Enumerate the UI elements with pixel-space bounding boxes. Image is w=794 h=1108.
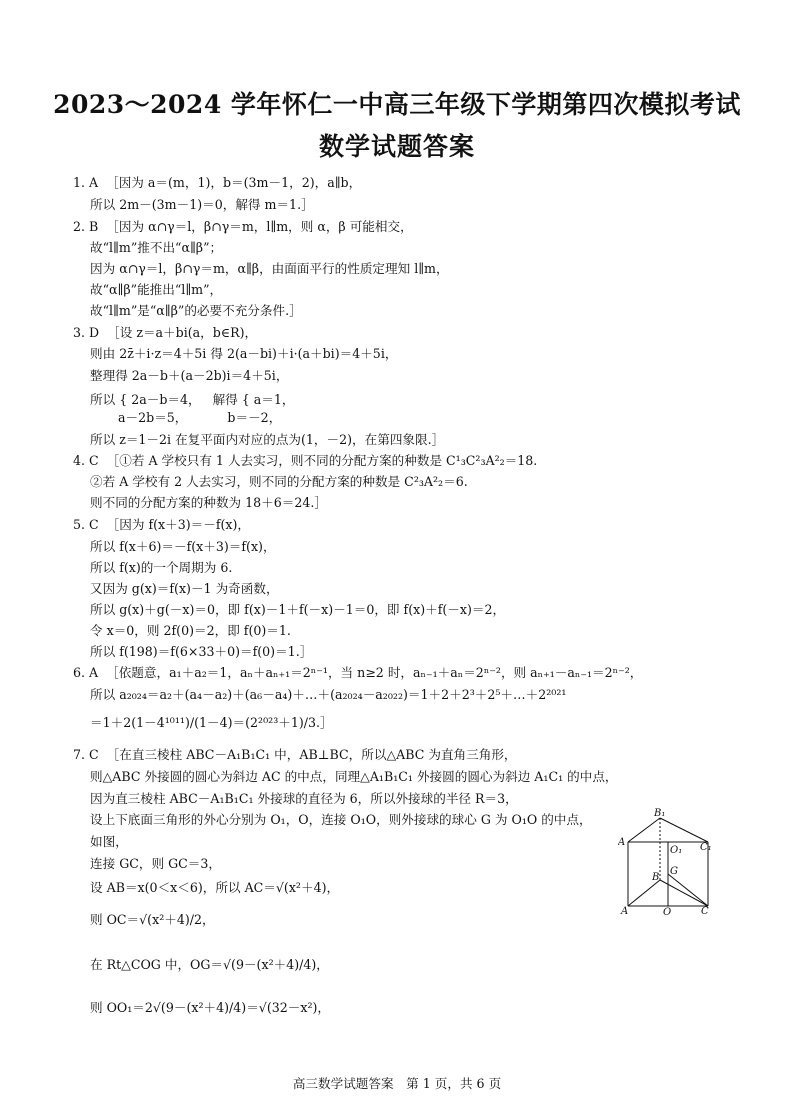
exam-subtitle: 数学试题答案: [318, 132, 475, 161]
answer-line: 在 Rt△COG 中，OG＝√(9－(x²＋4)/4)，: [90, 957, 329, 972]
label-B: B: [652, 872, 660, 883]
label-A: A: [621, 906, 629, 917]
answer-line: 2. B ［因为 α∩γ＝l，β∩γ＝m，l∥m，则 α，β 可能相交，: [73, 219, 413, 234]
label-O: O: [663, 907, 672, 918]
answer-line: 故“l∥m”是“α∥β”的必要不充分条件.］: [90, 303, 302, 318]
exam-title: 2023～2024 学年怀仁一中高三年级下学期第四次模拟考试: [53, 90, 741, 119]
answer-line: 故“α∥β”能推出“l∥m”，: [90, 282, 223, 297]
answer-line: a－2b＝5， b＝－2，: [90, 410, 282, 425]
answer-line: 所以 2m－(3m－1)＝0，解得 m＝1.］: [90, 197, 314, 212]
answer-line: 3. D ［设 z＝a＋bi(a，b∈R)，: [73, 325, 258, 340]
answer-line: 所以 { 2a－b＝4， 解得 { a＝1，: [90, 392, 295, 407]
answer-line: 1. A ［因为 a＝(m，1)，b＝(3m－1，2)，a∥b，: [73, 175, 362, 190]
page-footer: 高三数学试题答案 第 1 页，共 6 页: [292, 1076, 502, 1091]
answer-line: 如图，: [90, 834, 128, 849]
answer-line: 因为 α∩γ＝l，β∩γ＝m，α∥β，由面面平行的性质定理知 l∥m，: [90, 261, 449, 276]
answer-line: 5. C ［因为 f(x＋3)＝－f(x)，: [73, 517, 251, 532]
answer-line: 则 OC＝√(x²＋4)/2，: [90, 912, 215, 927]
answer-line: 所以 f(x)的一个周期为 6.: [90, 560, 233, 575]
answer-line: 整理得 2a－b＋(a－2b)i＝4＋5i，: [90, 368, 289, 383]
label-A1: A: [618, 837, 626, 848]
answer-line: ②若 A 学校有 2 人去实习，则不同的分配方案的种数是 C²₃A²₂＝6.: [90, 474, 468, 489]
prism-figure: [618, 808, 718, 920]
answer-line: 又因为 g(x)＝f(x)－1 为奇函数，: [90, 581, 279, 596]
answer-line: ＝1＋2(1－4¹⁰¹¹)/(1－4)＝(2²⁰²³＋1)/3.］: [90, 715, 333, 730]
label-O1: O₁: [670, 845, 683, 856]
answer-line: 所以 g(x)＋g(－x)＝0，即 f(x)－1＋f(－x)－1＝0，即 f(x)＋f(－x)＝2，: [90, 602, 506, 617]
answer-line: 令 x＝0，则 2f(0)＝2，即 f(0)＝1.: [90, 623, 291, 638]
answer-line: 所以 f(x＋6)＝－f(x＋3)＝f(x)，: [90, 539, 276, 554]
answer-line: 故“l∥m”推不出“α∥β”；: [90, 240, 223, 255]
answer-line: 连接 GC，则 GC＝3，: [90, 856, 221, 871]
label-C: C: [701, 906, 709, 917]
answer-line: 则△ABC 外接圆的圆心为斜边 AC 的中点，同理△A₁B₁C₁ 外接圆的圆心为斜边 A₁C₁ 的中点，: [90, 769, 618, 784]
answer-line: 则不同的分配方案的种数为 18＋6＝24.］: [90, 495, 327, 510]
answer-line: 则 OO₁＝2√(9－(x²＋4)/4)＝√(32－x²)，: [90, 1000, 331, 1015]
answer-line: 所以 z＝1－2i 在复平面内对应的点为(1，－2)，在第四象限.］: [90, 432, 445, 447]
answer-line: 4. C ［①若 A 学校只有 1 人去实习，则不同的分配方案的种数是 C¹₃C²₃A²₂＝18.: [73, 453, 538, 468]
answer-line: 7. C ［在直三棱柱 ABC－A₁B₁C₁ 中，AB⊥BC，所以△ABC 为直角三角形，: [73, 747, 517, 762]
answer-line: 因为直三棱柱 ABC－A₁B₁C₁ 外接球的直径为 6，所以外接球的半径 R＝3，: [90, 791, 518, 806]
label-B1: B₁: [654, 808, 666, 819]
answer-line: 设 AB＝x(0＜x＜6)，所以 AC＝√(x²＋4)，: [90, 880, 340, 895]
answer-line: 所以 f(198)＝f(6×33＋0)＝f(0)＝1.］: [90, 644, 313, 659]
answer-line: 6. A ［依题意，a₁＋a₂＝1，aₙ＋aₙ₊₁＝2ⁿ⁻¹，当 n≥2 时，aₙ₋₁＋aₙ＝2ⁿ⁻²，则 aₙ₊₁－aₙ₋₁＝2ⁿ⁻²，: [73, 665, 643, 680]
answer-line: 所以 a₂₀₂₄＝a₂＋(a₄－a₂)＋(a₆－a₄)＋…＋(a₂₀₂₄－a₂₀₂₂)＝1＋2＋2³＋2⁵＋…＋2²⁰²¹: [90, 687, 567, 702]
answer-line: 则由 2z̄＋i·z＝4＋5i 得 2(a－bi)＋i·(a＋bi)＝4＋5i，: [90, 346, 398, 361]
label-C1: C₁: [700, 842, 712, 853]
answer-line: 设上下底面三角形的外心分别为 O₁，O，连接 O₁O，则外接球的球心 G 为 O₁O 的中点，: [90, 812, 592, 827]
label-G: G: [670, 866, 678, 877]
